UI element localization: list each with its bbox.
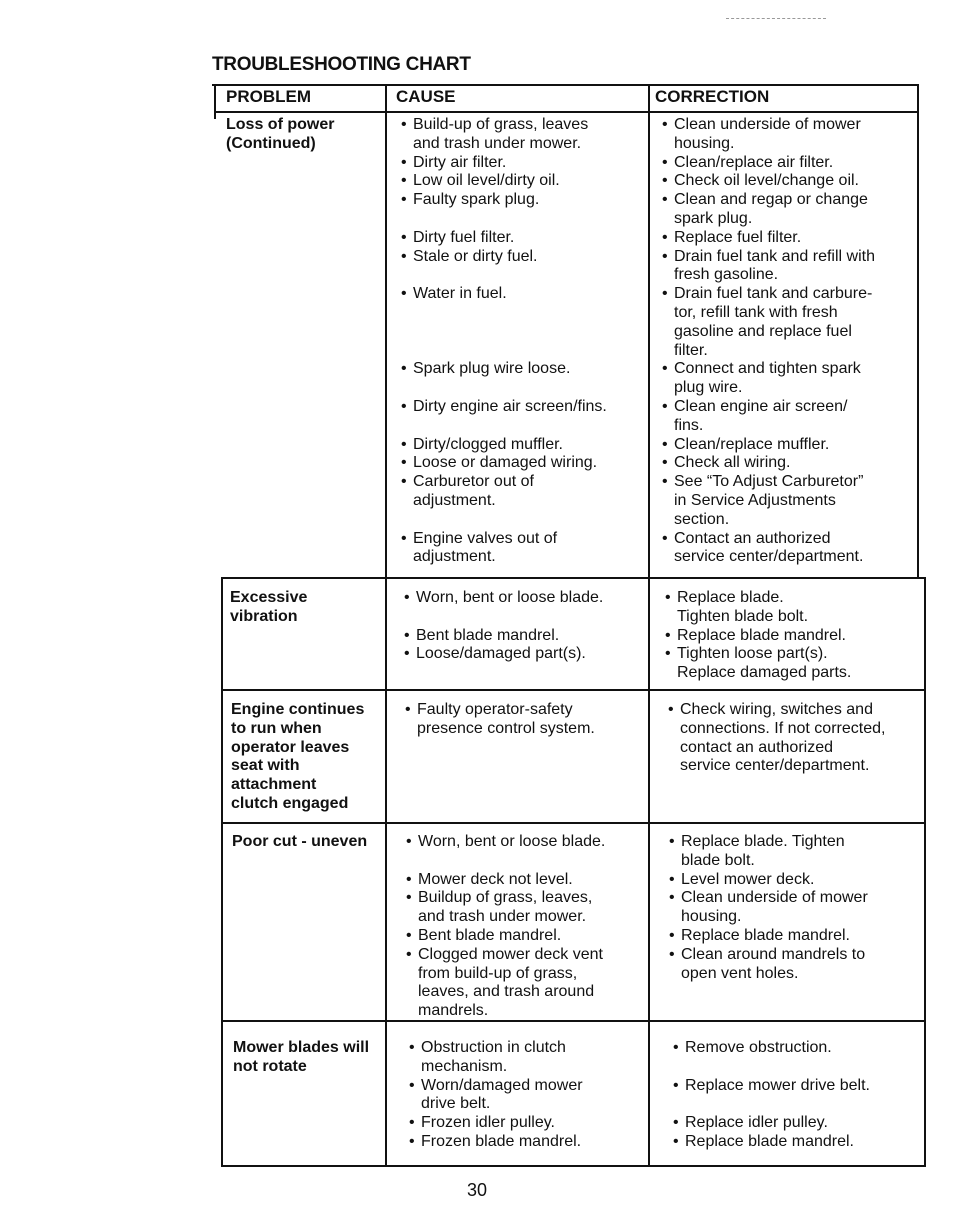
item-text: • Bent blade mandrel.: [418, 926, 562, 944]
correction-item: [664, 627, 920, 646]
item-text-continued: plug wire.: [674, 379, 743, 397]
correction-item: [672, 1039, 924, 1058]
item-text: • Check all wiring.: [674, 454, 791, 472]
item-text: • Faulty operator-safety: [417, 701, 573, 718]
correction-item: [661, 285, 917, 360]
correction-item: [661, 436, 917, 455]
correction-item: [668, 871, 924, 890]
correction-cell: [664, 589, 920, 683]
cause-item: [400, 436, 646, 455]
item-text-continued: open vent holes.: [681, 964, 799, 982]
cause-item: [400, 454, 646, 473]
item-text: • Water in fuel.: [413, 285, 507, 303]
problem-text-line: clutch engaged: [231, 794, 349, 812]
correction-item: [668, 889, 924, 927]
table-right-border-lower: [924, 578, 926, 1167]
item-text: • Faulty spark plug.: [413, 191, 540, 209]
cause-item: [408, 1114, 654, 1133]
item-text: • Drain fuel tank and refill with: [674, 247, 875, 265]
item-text: • Buildup of grass, leaves,: [418, 889, 593, 907]
item-text-continued: mechanism.: [421, 1057, 508, 1075]
item-text: • Worn, bent or loose blade.: [416, 589, 604, 606]
correction-item: [661, 229, 917, 248]
problem-text-line: attachment: [231, 776, 317, 794]
cause-item: [405, 946, 651, 1021]
problem-cell: [230, 589, 385, 627]
table-right-border: [917, 84, 919, 578]
item-text: • Replace idler pulley.: [685, 1114, 828, 1132]
correction-item: [661, 398, 917, 436]
scan-artifact-line: [726, 18, 826, 19]
item-text: • Replace blade. Tighten: [681, 833, 845, 850]
cause-item: [400, 285, 646, 304]
row-divider-3: [221, 822, 926, 824]
item-text-continued: Tighten blade bolt.: [677, 607, 809, 625]
item-text-continued: Replace damaged parts.: [677, 664, 852, 682]
item-text-continued: service center/department.: [680, 757, 870, 775]
item-text: • Clean and regap or change: [674, 191, 868, 209]
item-text: • Tighten loose part(s).: [677, 645, 828, 663]
cause-item: [400, 248, 646, 267]
correction-cell: [672, 1039, 924, 1152]
item-text: • Mower deck not level.: [418, 870, 573, 888]
item-text-continued: contact an authorized: [680, 738, 833, 756]
item-text: • Worn/damaged mower: [421, 1076, 583, 1094]
row-divider-1: [221, 577, 926, 579]
cause-item: [408, 1133, 654, 1152]
correction-item: [661, 154, 917, 173]
header-underline: [214, 111, 919, 113]
correction-item: [672, 1114, 924, 1133]
cause-item: [400, 229, 646, 248]
item-text-continued: and trash under mower.: [418, 908, 587, 926]
item-text: • Replace blade mandrel.: [685, 1132, 854, 1150]
item-text-continued: from build-up of grass,: [418, 964, 578, 982]
cause-item: [408, 1039, 654, 1077]
table-bottom-border: [221, 1165, 926, 1167]
cause-item: [403, 645, 649, 664]
correction-cell: [667, 701, 923, 776]
problem-text-line: not rotate: [233, 1057, 307, 1075]
item-text: • Contact an authorized: [674, 529, 831, 547]
table-left-border: [214, 84, 216, 119]
cause-cell: [405, 833, 651, 1021]
problem-text-line: (Continued): [226, 134, 316, 152]
cause-column-divider: [385, 84, 387, 1167]
cause-cell: [408, 1039, 654, 1152]
row-divider-2: [221, 689, 926, 691]
item-text: • Replace mower drive belt.: [685, 1076, 870, 1094]
correction-item: [661, 360, 917, 398]
item-text: • Low oil level/dirty oil.: [413, 172, 560, 190]
item-text: • Build-up of grass, leaves: [413, 116, 589, 133]
problem-cell: [233, 1039, 391, 1077]
item-text-continued: housing.: [681, 908, 742, 926]
item-text: • Spark plug wire loose.: [413, 360, 571, 378]
problem-text-line: to run when: [231, 719, 322, 737]
cause-item: [400, 191, 646, 210]
problem-cell: [232, 833, 387, 852]
item-text: • Frozen idler pulley.: [421, 1114, 555, 1132]
problem-text-line: operator leaves: [231, 738, 350, 756]
item-text: • Obstruction in clutch: [421, 1039, 566, 1056]
table-top-border: [212, 84, 918, 86]
cause-item: [403, 627, 649, 646]
item-text: • Dirty/clogged muffler.: [413, 435, 563, 453]
item-text: • See “To Adjust Carburetor”: [674, 473, 864, 491]
item-text: • Clean/replace muffler.: [674, 435, 830, 453]
item-text: • Clean/replace air filter.: [674, 153, 834, 171]
page-number: 30: [466, 1180, 488, 1200]
item-text-continued: in Service Adjustments: [674, 491, 836, 509]
correction-item: [661, 191, 917, 229]
header-correction: CORRECTION: [655, 87, 770, 106]
item-text-continued: fresh gasoline.: [674, 266, 779, 284]
correction-item: [668, 927, 924, 946]
item-text-continued: adjustment.: [413, 548, 496, 566]
correction-item: [661, 454, 917, 473]
item-text: • Dirty fuel filter.: [413, 228, 515, 246]
correction-item: [672, 1077, 924, 1096]
item-text-continued: drive belt.: [421, 1095, 491, 1113]
item-text: • Replace blade mandrel.: [677, 626, 846, 644]
cause-item: [400, 473, 646, 511]
item-text: • Check oil level/change oil.: [674, 172, 859, 190]
correction-item: [661, 172, 917, 191]
correction-item: [668, 946, 924, 984]
item-text: • Connect and tighten spark: [674, 360, 861, 378]
problem-text-line: Engine continues: [231, 701, 365, 718]
item-text: • Check wiring, switches and: [680, 701, 873, 718]
header-cause: CAUSE: [396, 87, 456, 106]
item-text: • Engine valves out of: [413, 529, 558, 547]
item-text: • Clean underside of mower: [681, 889, 868, 907]
correction-item: [664, 645, 920, 683]
cause-item: [400, 154, 646, 173]
item-text-continued: and trash under mower.: [413, 134, 582, 152]
cause-item: [403, 589, 649, 608]
item-text: • Replace blade mandrel.: [681, 926, 850, 944]
cause-item: [405, 871, 651, 890]
item-text: • Loose/damaged part(s).: [416, 645, 586, 663]
cause-item: [400, 116, 646, 154]
cause-item: [400, 172, 646, 191]
item-text: • Clogged mower deck vent: [418, 945, 603, 963]
item-text: • Drain fuel tank and carbure-: [674, 285, 873, 303]
header-problem: PROBLEM: [226, 87, 311, 106]
problem-text-line: vibration: [230, 607, 298, 625]
item-text: • Replace blade.: [677, 589, 784, 606]
item-text-continued: section.: [674, 510, 730, 528]
correction-item: [661, 248, 917, 286]
item-text-continued: leaves, and trash around: [418, 983, 595, 1001]
item-text: • Stale or dirty fuel.: [413, 247, 538, 265]
item-text-continued: adjustment.: [413, 491, 496, 509]
item-text: • Bent blade mandrel.: [416, 626, 560, 644]
problem-cell: [231, 701, 386, 814]
cause-item: [408, 1077, 654, 1115]
cause-item: [405, 833, 651, 852]
item-text-continued: blade bolt.: [681, 851, 755, 869]
problem-cell: [226, 116, 381, 154]
correction-item: [672, 1133, 924, 1152]
cause-item: [400, 360, 646, 379]
item-text: • Worn, bent or loose blade.: [418, 833, 606, 850]
item-text-continued: fins.: [674, 416, 704, 434]
problem-text-line: seat with: [231, 757, 300, 775]
item-text-continued: service center/department.: [674, 548, 864, 566]
item-text: • Replace fuel filter.: [674, 228, 802, 246]
item-text: • Clean engine air screen/: [674, 397, 848, 415]
item-text-continued: presence control system.: [417, 719, 595, 737]
item-text: • Level mower deck.: [681, 870, 815, 888]
correction-item: [661, 116, 917, 154]
item-text: • Clean underside of mower: [674, 116, 861, 133]
correction-item: [664, 589, 920, 627]
item-text-continued: mandrels.: [418, 1002, 489, 1020]
item-text: • Dirty engine air screen/fins.: [413, 397, 607, 415]
problem-text-line: Poor cut - uneven: [232, 833, 368, 850]
cause-item: [405, 927, 651, 946]
item-text: • Frozen blade mandrel.: [421, 1132, 582, 1150]
item-text: • Clean around mandrels to: [681, 945, 866, 963]
item-text-continued: tor, refill tank with fresh: [674, 303, 838, 321]
cause-cell: [403, 589, 649, 664]
cause-item: [405, 889, 651, 927]
problem-text-line: Loss of power: [226, 116, 335, 133]
cause-item: [400, 398, 646, 417]
item-text-continued: housing.: [674, 134, 735, 152]
item-text: • Carburetor out of: [413, 473, 534, 491]
item-text-continued: filter.: [674, 341, 708, 359]
table-left-border-lower: [221, 578, 223, 1167]
correction-item: [661, 530, 917, 568]
item-text-continued: connections. If not corrected,: [680, 719, 886, 737]
problem-text-line: Excessive: [230, 589, 308, 606]
item-text-continued: gasoline and replace fuel: [674, 322, 852, 340]
cause-cell: [404, 701, 650, 739]
correction-item: [668, 833, 924, 871]
problem-text-line: Mower blades will: [233, 1039, 370, 1056]
item-text: • Remove obstruction.: [685, 1039, 832, 1056]
item-text: • Loose or damaged wiring.: [413, 454, 598, 472]
chart-title: TROUBLESHOOTING CHART: [212, 54, 471, 75]
correction-item: [667, 701, 923, 776]
correction-cell: [668, 833, 924, 983]
correction-cell: [661, 116, 917, 567]
cause-cell: [400, 116, 646, 567]
item-text: • Dirty air filter.: [413, 153, 507, 171]
cause-item: [400, 530, 646, 568]
cause-item: [404, 701, 650, 739]
item-text-continued: spark plug.: [674, 209, 753, 227]
correction-item: [661, 473, 917, 529]
